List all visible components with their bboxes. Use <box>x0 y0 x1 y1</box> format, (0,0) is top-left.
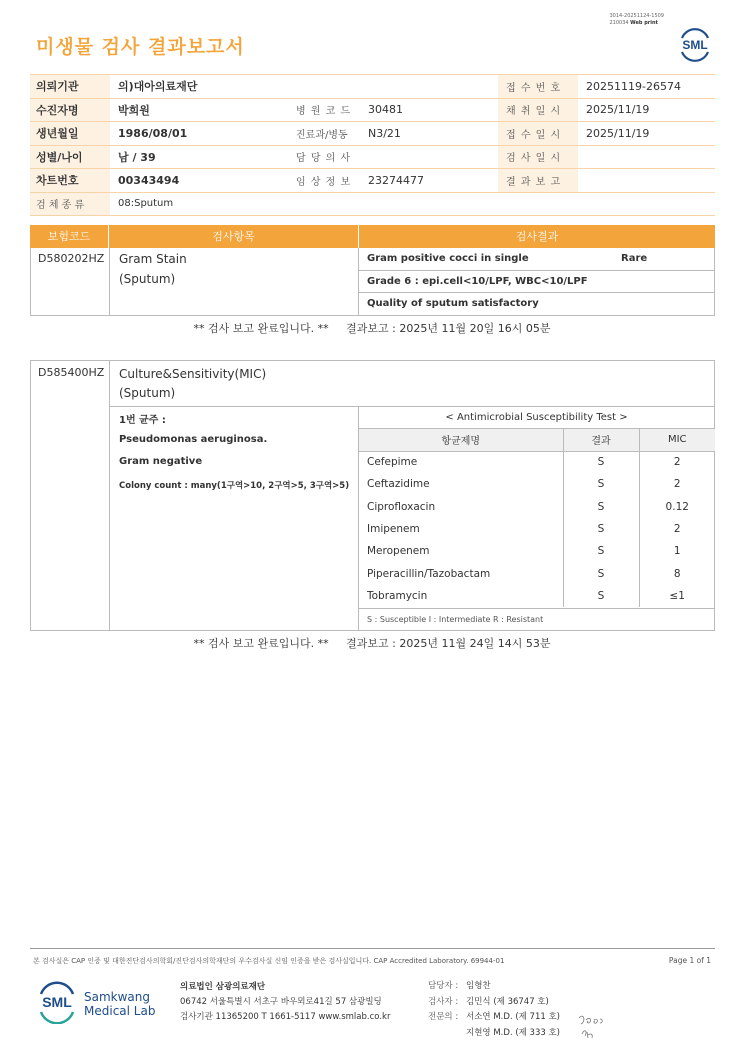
svg-text:SML: SML <box>682 38 708 52</box>
print-label: Web print <box>630 20 658 26</box>
footer-logo-text <box>84 990 155 1018</box>
logo-line2: Medical Lab <box>84 1004 156 1018</box>
result-header <box>30 225 715 248</box>
info-row <box>30 169 715 193</box>
ast-mic: ≤1 <box>639 585 715 607</box>
staff-name: 김민식 (제 36747 호) <box>466 996 549 1007</box>
value-result-report <box>578 169 715 193</box>
value-accession: 20251119-26574 <box>578 75 715 99</box>
gram-result-2: Grade 6 : epi.cell<10/LPF, WBC<10/LPF <box>359 271 714 294</box>
culture-section <box>30 360 715 631</box>
ast-result: S <box>563 518 639 540</box>
ast-drug: Imipenem <box>367 523 420 536</box>
ast-col-mic: MIC <box>639 429 715 451</box>
ast-drug: Meropenem <box>367 545 430 558</box>
label-accession: 접 수 번 호 <box>498 75 578 99</box>
label-result-report: 결 과 보 고 <box>498 169 578 193</box>
gram-result-1-text: Gram positive cocci in single <box>367 253 529 264</box>
ast-mic: 1 <box>639 540 715 562</box>
ast-mic: 0.12 <box>639 496 715 518</box>
ast-result: S <box>563 473 639 495</box>
gram-complete-text: ** 검사 보고 완료입니다. ** <box>193 322 329 335</box>
header-test-item: 검사항목 <box>108 225 358 248</box>
staff-name: 임형찬 <box>466 981 491 991</box>
label-sex-age: 성별/나이 <box>30 145 110 169</box>
footer-divider <box>30 948 715 949</box>
label-test-date: 검 사 일 시 <box>498 145 578 169</box>
colony-count: Colony count : many(1구역>10, 2구역>5, 3구역>5) <box>119 481 350 491</box>
culture-report-complete <box>0 635 744 651</box>
table-row <box>359 562 715 584</box>
sml-logo <box>676 26 714 62</box>
culture-item-specimen: (Sputum) <box>119 386 176 400</box>
header-test-result: 검사결과 <box>358 225 715 248</box>
table-row <box>359 518 715 540</box>
header-insurance-code: 보험코드 <box>47 230 91 243</box>
staff-name: 서소연 M.D. (제 711 호) <box>466 1012 561 1022</box>
print-code-line2: 210034 <box>609 20 629 26</box>
staff-role: 담당자 : <box>428 981 459 991</box>
company-info <box>180 980 390 1025</box>
label-patient-name: 수진자명 <box>30 98 110 122</box>
culture-code: D585400HZ <box>38 366 105 379</box>
label-chart-no: 차트번호 <box>30 169 110 193</box>
value-test-date <box>578 145 715 169</box>
info-row <box>30 122 715 146</box>
ast-table <box>359 429 715 607</box>
ast-drug: Tobramycin <box>367 589 428 602</box>
gram-report-time: 결과보고 : 2025년 11월 20일 16시 05분 <box>346 322 551 335</box>
gram-code: D580202HZ <box>38 252 105 265</box>
gram-item <box>119 249 187 289</box>
gram-result-3: Quality of sputum satisfactory <box>367 298 539 309</box>
staff-info <box>428 979 560 1041</box>
organism-number: 1번 균주 : <box>119 415 166 426</box>
info-row <box>30 145 715 169</box>
info-row <box>30 192 715 216</box>
gram-item-name: Gram Stain <box>119 252 187 266</box>
gram-stain-section <box>30 248 715 316</box>
label-clinical-info: 임 상 정 보 <box>280 169 360 193</box>
ast-legend: S : Susceptible I : Intermediate R : Resistant <box>359 608 714 630</box>
value-sex-age: 남 / 39 <box>110 145 280 169</box>
culture-report-time: 결과보고 : 2025년 11월 24일 14시 53분 <box>346 637 551 650</box>
ast-header-row <box>359 429 715 451</box>
print-code-line1: 3014-20251124-1509 <box>609 13 664 19</box>
company-contact: 검사기관 11365200 T 1661-5117 www.smlab.co.kr <box>180 1012 391 1022</box>
ast-drug: Cefepime <box>367 456 418 469</box>
info-row <box>30 75 715 99</box>
table-row <box>359 496 715 518</box>
organism-gram: Gram negative <box>119 456 203 467</box>
logo-line1: Samkwang <box>84 990 150 1004</box>
ast-result: S <box>563 540 639 562</box>
culture-item-name: Culture&Sensitivity(MIC) <box>119 367 267 381</box>
print-code <box>609 13 664 27</box>
ast-mic: 2 <box>639 518 715 540</box>
samkwang-logo-icon <box>36 980 78 1024</box>
value-department: N3/21 <box>360 122 498 146</box>
value-received-date: 2025/11/19 <box>578 122 715 146</box>
label-birthdate: 생년월일 <box>30 122 110 146</box>
patient-info-table <box>30 74 715 216</box>
ast-drug: Ceftazidime <box>367 478 430 491</box>
value-patient-name: 박희원 <box>110 98 280 122</box>
signature-icon <box>576 1010 606 1042</box>
ast-result: S <box>563 562 639 584</box>
ast-mic: 2 <box>639 451 715 473</box>
label-doctor: 담 당 의 사 <box>280 145 360 169</box>
gram-item-specimen: (Sputum) <box>119 272 176 286</box>
ast-result: S <box>563 496 639 518</box>
staff-role: 검사자 : <box>428 996 459 1007</box>
ast-result: S <box>563 451 639 473</box>
company-name: 의료법인 삼광의료재단 <box>180 982 266 992</box>
staff-name: 지현영 M.D. (제 333 호) <box>466 1027 561 1038</box>
label-department: 진료과/병동 <box>280 122 360 146</box>
label-requester: 의뢰기관 <box>30 75 110 99</box>
table-row <box>359 585 715 607</box>
info-row <box>30 98 715 122</box>
page-title: 미생물 검사 결과보고서 <box>36 36 245 58</box>
gram-report-complete <box>0 320 744 336</box>
gram-result-1 <box>359 248 714 271</box>
ast-mic: 8 <box>639 562 715 584</box>
value-specimen: 08:Sputum <box>110 192 715 216</box>
page-number: Page 1 of 1 <box>668 956 711 965</box>
value-chart-no: 00343494 <box>110 169 280 193</box>
label-hospital-code: 병 원 코 드 <box>280 98 360 122</box>
ast-drug: Piperacillin/Tazobactam <box>367 567 491 580</box>
culture-complete-text: ** 검사 보고 완료입니다. ** <box>193 637 329 650</box>
svg-text:SML: SML <box>42 994 72 1010</box>
culture-item <box>119 365 266 403</box>
label-received-date: 접 수 일 시 <box>498 122 578 146</box>
value-birthdate: 1986/08/01 <box>110 122 280 146</box>
footer-note: 본 검사실은 CAP 인증 및 대한진단검사의학회/진단검사의학재단의 우수검사실 신임 인증을 받은 검사실입니다. CAP Accredited Laboratory. 69944-01 <box>33 957 505 965</box>
value-requester: 의)대아의료재단 <box>110 75 498 99</box>
table-row <box>359 451 715 473</box>
value-doctor <box>360 145 498 169</box>
value-clinical-info: 23274477 <box>360 169 498 193</box>
staff-role: 전문의 : <box>428 1012 459 1022</box>
table-row <box>359 473 715 495</box>
ast-result: S <box>563 585 639 607</box>
value-hospital-code: 30481 <box>360 98 498 122</box>
ast-col-drug: 항균제명 <box>359 429 563 451</box>
organism-name: Pseudomonas aeruginosa. <box>119 434 268 445</box>
gram-result-1-grade: Rare <box>621 253 648 264</box>
company-address: 06742 서울특별시 서초구 바우뫼로41길 57 삼광빌딩 <box>180 997 382 1007</box>
label-collection-date: 채 취 일 시 <box>498 98 578 122</box>
label-specimen: 검 체 종 류 <box>30 192 110 216</box>
value-collection-date: 2025/11/19 <box>578 98 715 122</box>
table-row <box>359 540 715 562</box>
ast-title: < Antimicrobial Susceptibility Test > <box>359 407 714 429</box>
ast-drug: Ciprofloxacin <box>367 500 436 513</box>
ast-col-result: 결과 <box>563 429 639 451</box>
ast-mic: 2 <box>639 473 715 495</box>
